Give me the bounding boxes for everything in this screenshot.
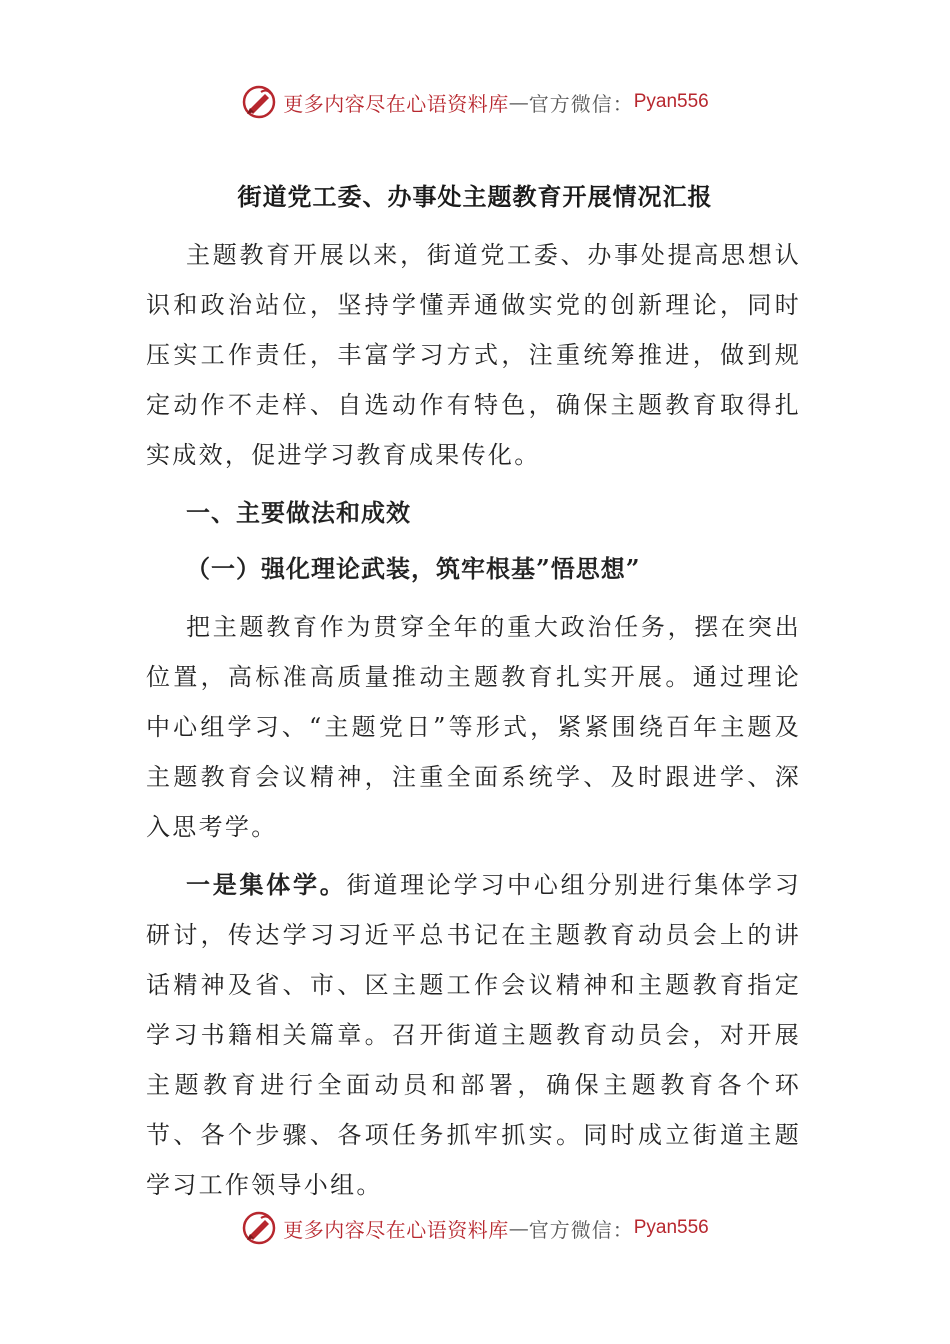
intro-paragraph: 主题教育开展以来，街道党工委、办事处提高思想认识和政治站位，坚持学懂弄通做实党的创新理论，同时压实工作责任，丰富学习方式，注重统筹推进，做到规定动作不走样、自选动作有特色，确保主题教育取得扎实成效，促进学习教育成果传化。	[146, 241, 801, 469]
document-body	[146, 230, 801, 1210]
subsection-heading: （一）强化理论武装，筑牢根基”悟思想”	[186, 554, 641, 583]
footer-wechat-label: 官方微信：	[528, 1217, 634, 1242]
point-paragraph	[146, 860, 801, 1210]
footer-wechat-id: Pyan556	[633, 1217, 709, 1238]
header-wechat-id: Pyan556	[633, 91, 709, 112]
header-brand: 更多内容尽在心语资料库	[283, 91, 509, 116]
document-title: 街道党工委、办事处主题教育开展情况汇报	[237, 182, 713, 211]
pen-logo-icon	[241, 1210, 277, 1246]
footer-separator: —	[508, 1216, 529, 1240]
page-header	[0, 82, 950, 122]
page-footer	[0, 1208, 950, 1248]
header-separator: —	[508, 90, 529, 114]
point-body: 街道理论学习中心组分别进行集体学习研讨，传达学习习近平总书记在主题教育动员会上的讲话精神及省、市、区主题工作会议精神和主题教育指定学习书籍相关篇章。召开街道主题教育动员会，对开展主题教育进行全面动员和部署，确保主题教育各个环节、各个步骤、各项任务抓牢抓实。同时成立街道主题学习工作领导小组。	[146, 871, 801, 1199]
footer-brand: 更多内容尽在心语资料库	[283, 1217, 509, 1242]
header-wechat-label: 官方微信：	[528, 91, 634, 116]
pen-logo-icon	[241, 84, 277, 120]
subsection-paragraph: 把主题教育作为贯穿全年的重大政治任务，摆在突出位置，高标准高质量推动主题教育扎实开展。通过理论中心组学习、“主题党日”等形式，紧紧围绕百年主题及主题教育会议精神，注重全面系统学、及时跟进学、深入思考学。	[146, 613, 801, 841]
point-lead: 一是集体学。	[186, 870, 347, 899]
section-heading: 一、主要做法和成效	[186, 498, 411, 527]
